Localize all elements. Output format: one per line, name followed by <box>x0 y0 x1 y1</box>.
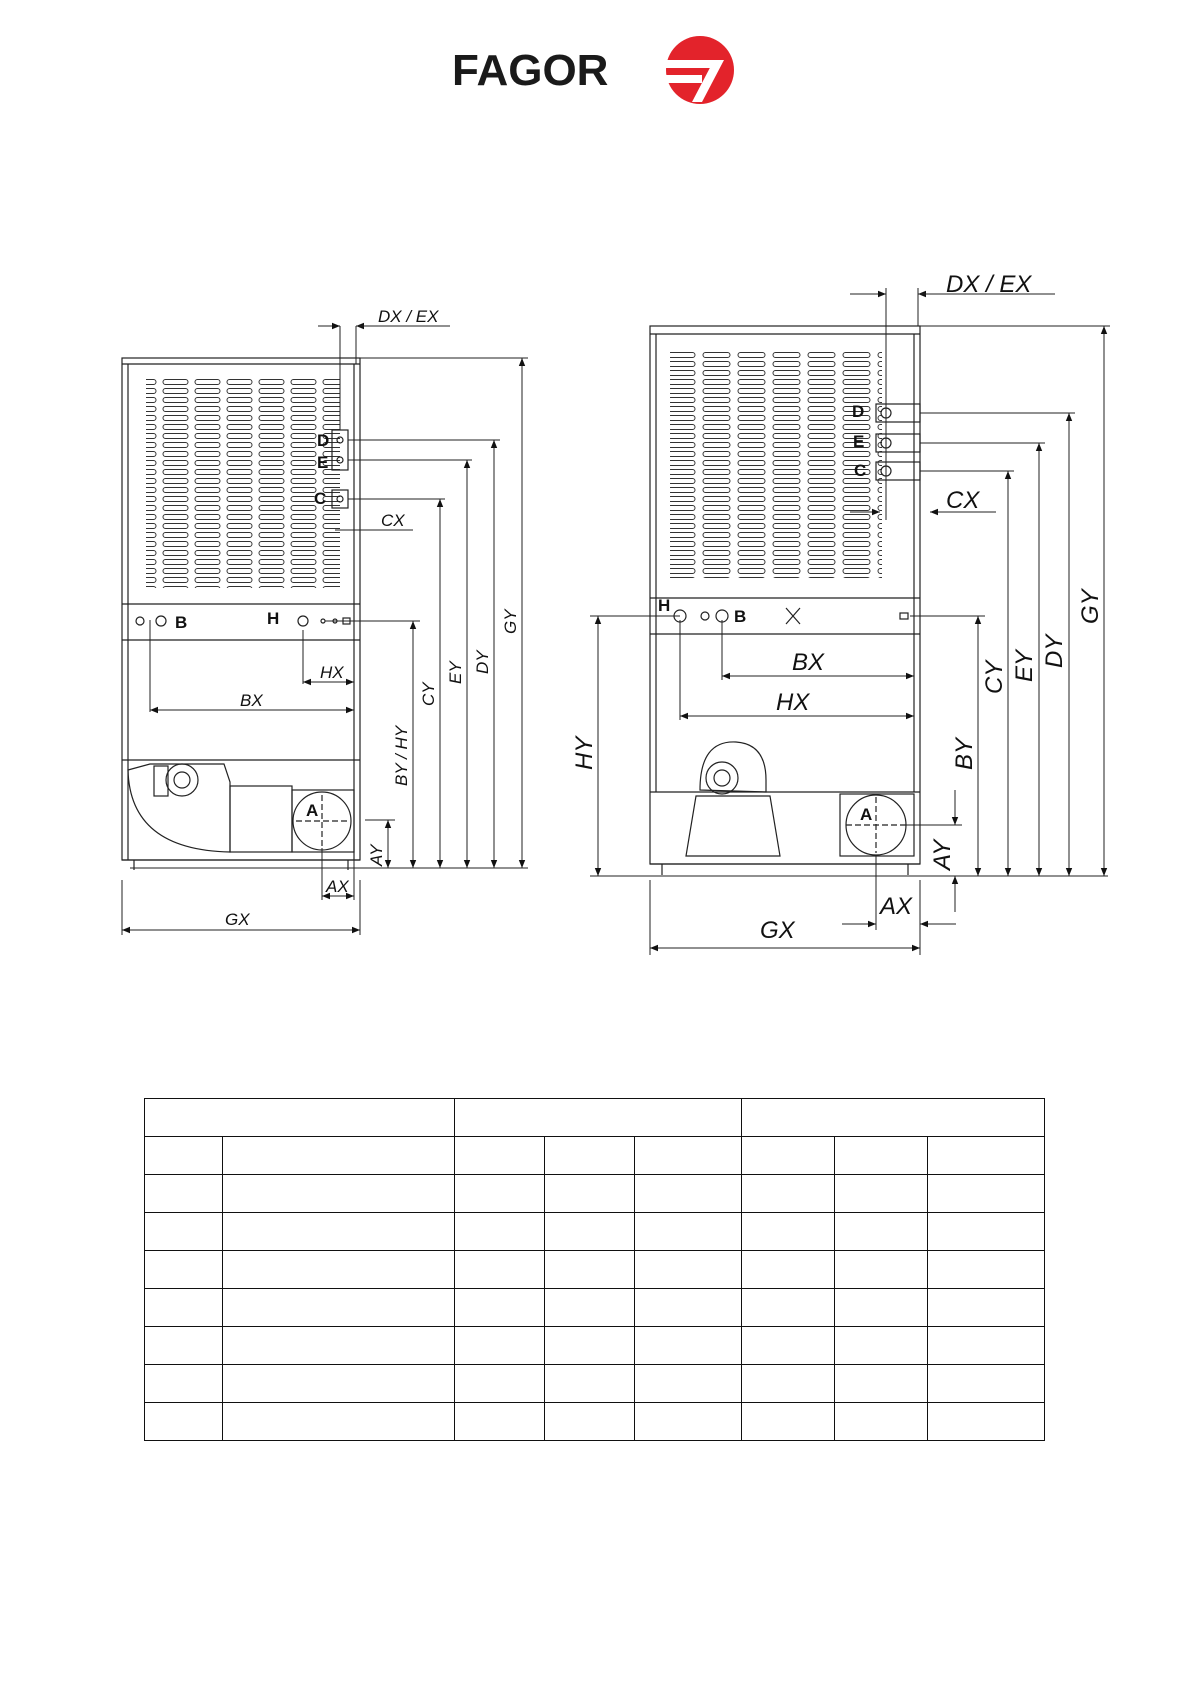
table-cell <box>145 1175 223 1213</box>
table-row <box>145 1251 1045 1289</box>
table-cell <box>145 1251 223 1289</box>
table-cell <box>223 1403 455 1441</box>
small-unit-dim-gx: GX <box>225 910 250 929</box>
table-cell <box>835 1403 928 1441</box>
small-unit-dim-gy: GY <box>501 609 520 634</box>
small-unit-dim-ay: AY <box>367 844 386 866</box>
table-cell <box>455 1137 545 1175</box>
large-unit-drawing <box>590 288 1110 955</box>
table-cell <box>545 1137 635 1175</box>
table-row <box>145 1213 1045 1251</box>
large-unit-air-filter <box>840 794 914 856</box>
table-cell <box>742 1327 835 1365</box>
table-cell <box>145 1213 223 1251</box>
table-cell <box>928 1175 1045 1213</box>
table-cell <box>928 1365 1045 1403</box>
large-unit-port-a: A <box>860 805 873 824</box>
table-cell <box>635 1365 742 1403</box>
table-row <box>145 1403 1045 1441</box>
small-unit-port-h: H <box>267 609 280 628</box>
small-unit-port-d: D <box>317 431 330 450</box>
table-cell <box>635 1251 742 1289</box>
small-unit-dim-cx: CX <box>381 511 405 530</box>
table-cell <box>545 1251 635 1289</box>
table-cell <box>223 1213 455 1251</box>
table-cell <box>223 1251 455 1289</box>
table-cell <box>742 1251 835 1289</box>
large-unit-louvre-grille <box>670 350 882 578</box>
table-cell <box>545 1365 635 1403</box>
table-cell <box>635 1175 742 1213</box>
table-cell <box>223 1289 455 1327</box>
large-unit-port-e: E <box>853 432 865 451</box>
table-cell <box>223 1365 455 1403</box>
table-cell <box>635 1327 742 1365</box>
dimension-table <box>144 1098 1045 1441</box>
large-unit-dim-ax: AX <box>880 893 913 920</box>
table-subheader-row <box>145 1137 1045 1175</box>
small-unit-port-c: C <box>314 489 327 508</box>
large-unit-dim-ey: EY <box>1011 649 1038 682</box>
large-unit-dim-hy: HY <box>571 736 598 770</box>
small-unit-air-filter <box>292 790 354 852</box>
table-cell <box>223 1327 455 1365</box>
table-row <box>145 1175 1045 1213</box>
table-cell <box>742 1403 835 1441</box>
table-cell <box>455 1213 545 1251</box>
table-cell <box>635 1289 742 1327</box>
table-cell <box>145 1137 223 1175</box>
table-cell <box>145 1289 223 1327</box>
table-cell <box>545 1289 635 1327</box>
large-unit-port-d: D <box>852 402 865 421</box>
table-cell <box>742 1175 835 1213</box>
table-cell <box>545 1175 635 1213</box>
brand-wordmark: FAGOR <box>452 46 609 95</box>
table-cell <box>455 1403 545 1441</box>
table-cell <box>835 1289 928 1327</box>
large-unit-dim-bx: BX <box>792 649 825 676</box>
table-cell <box>455 1099 742 1137</box>
large-unit-port-b: B <box>734 607 747 626</box>
small-unit-dim-bx: BX <box>240 691 263 710</box>
table-cell <box>545 1403 635 1441</box>
large-unit-fan-blower <box>686 742 780 856</box>
large-unit-port-c: C <box>854 461 867 480</box>
table-cell <box>145 1365 223 1403</box>
table-cell <box>145 1327 223 1365</box>
table-cell <box>928 1213 1045 1251</box>
small-unit-port-a: A <box>306 801 319 820</box>
large-unit-dim-dy: DY <box>1041 634 1068 668</box>
table-cell <box>145 1403 223 1441</box>
table-cell <box>223 1137 455 1175</box>
large-unit-dim-dx-ex: DX / EX <box>946 271 1032 298</box>
large-unit-port-h: H <box>658 596 671 615</box>
table-cell <box>928 1251 1045 1289</box>
large-unit-dim-ay: AY <box>929 839 956 870</box>
small-unit-louvre-grille <box>146 378 340 588</box>
large-unit-dim-cy: CY <box>981 660 1008 694</box>
table-cell <box>223 1175 455 1213</box>
table-cell <box>742 1289 835 1327</box>
table-cell <box>455 1251 545 1289</box>
small-unit-port-e: E <box>317 453 329 472</box>
table-cell <box>835 1213 928 1251</box>
table-cell <box>455 1327 545 1365</box>
table-cell <box>928 1289 1045 1327</box>
small-unit-port-b: B <box>175 613 188 632</box>
table-row <box>145 1327 1045 1365</box>
table-cell <box>835 1365 928 1403</box>
table-row <box>145 1289 1045 1327</box>
small-unit-dim-cy: CY <box>419 682 438 706</box>
small-unit-dim-dx-ex: DX / EX <box>378 307 439 326</box>
table-cell <box>545 1327 635 1365</box>
table-cell <box>742 1213 835 1251</box>
table-cell <box>455 1289 545 1327</box>
table-cell <box>928 1327 1045 1365</box>
table-cell <box>742 1099 1045 1137</box>
table-cell <box>742 1137 835 1175</box>
table-cell <box>455 1365 545 1403</box>
table-cell <box>455 1175 545 1213</box>
table-cell <box>928 1137 1045 1175</box>
table-header-row <box>145 1099 1045 1137</box>
small-unit-fan-blower <box>128 764 292 852</box>
table-cell <box>835 1251 928 1289</box>
table-cell <box>545 1213 635 1251</box>
large-unit-dim-cx: CX <box>946 487 980 514</box>
small-unit-dim-hx: HX <box>320 663 344 682</box>
table-cell <box>635 1137 742 1175</box>
large-unit-dim-gy: GY <box>1077 589 1104 624</box>
table-cell <box>742 1365 835 1403</box>
table-cell <box>145 1099 455 1137</box>
table-cell <box>835 1175 928 1213</box>
table-cell <box>635 1213 742 1251</box>
large-unit-dim-by: BY <box>951 737 978 770</box>
small-unit-dim-ey: EY <box>446 661 465 684</box>
large-unit-dim-hx: HX <box>776 689 810 716</box>
table-cell <box>635 1403 742 1441</box>
table-cell <box>835 1327 928 1365</box>
table-cell <box>928 1403 1045 1441</box>
small-unit-dim-ax: AX <box>326 877 349 896</box>
large-unit-dim-gx: GX <box>760 917 795 944</box>
small-unit-dim-dy: DY <box>473 650 492 674</box>
small-unit-dim-by-hy: BY / HY <box>392 725 411 786</box>
table-cell <box>835 1137 928 1175</box>
table-row <box>145 1365 1045 1403</box>
